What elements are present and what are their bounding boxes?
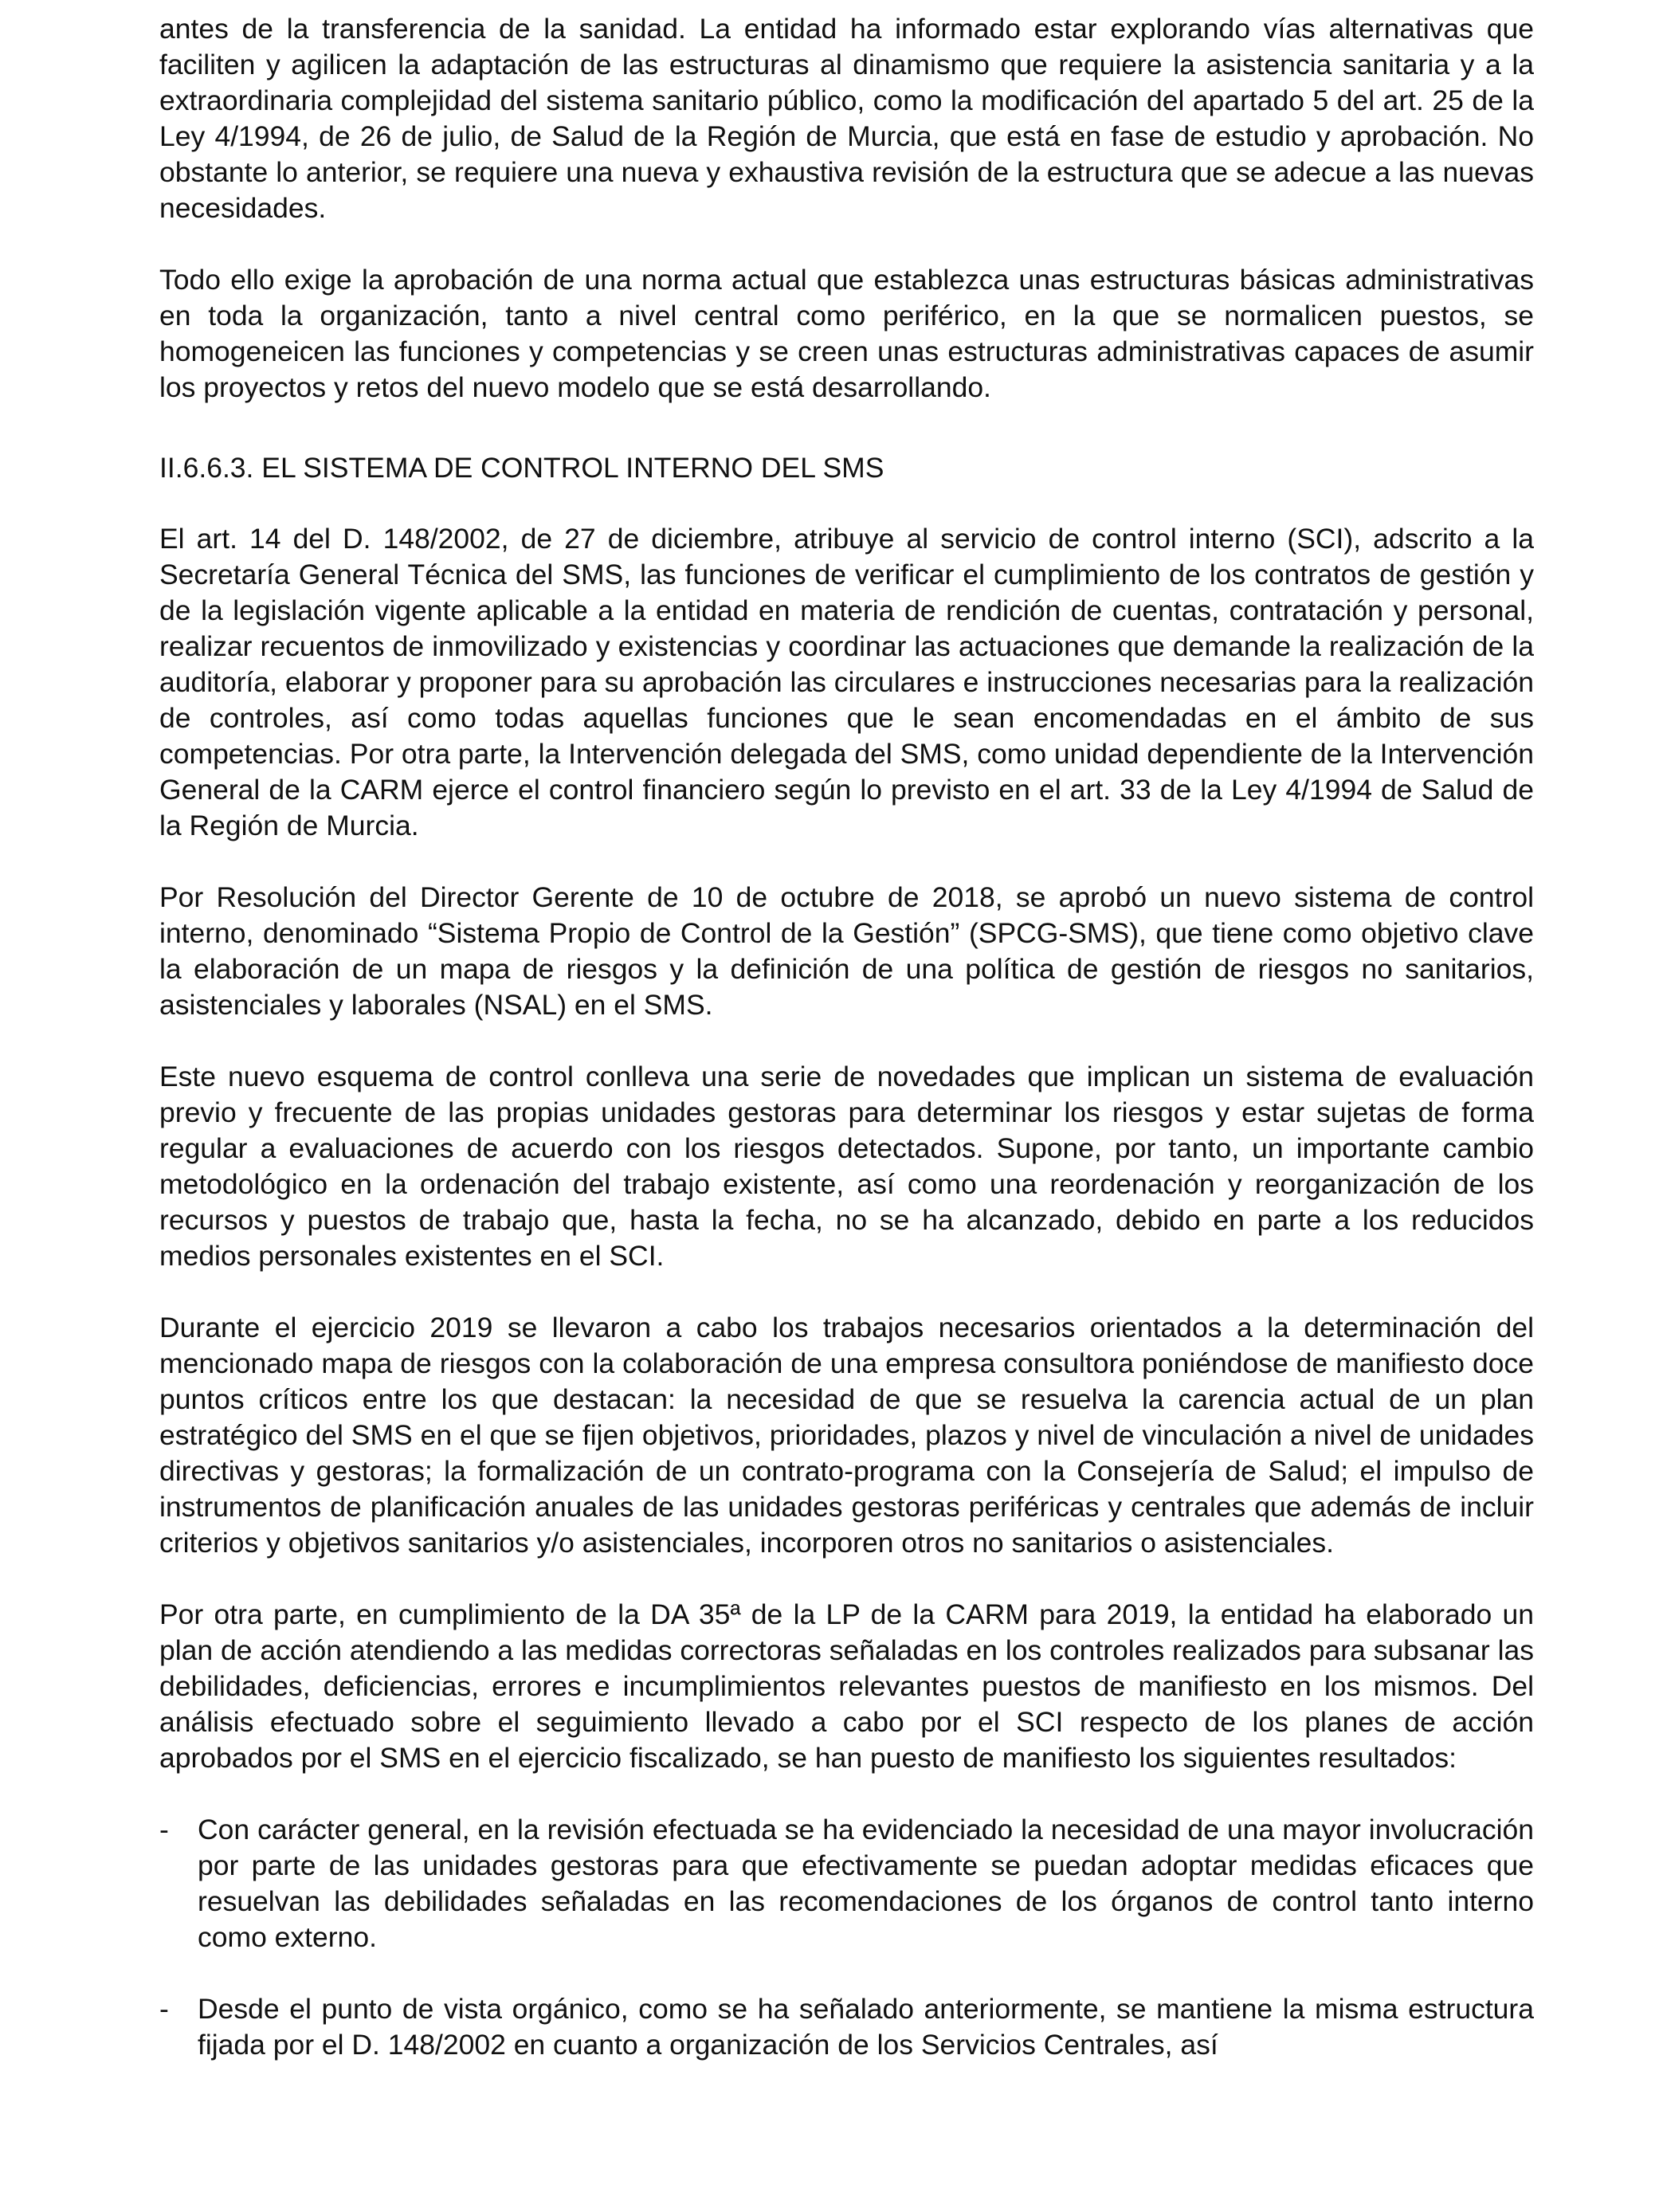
document-page xyxy=(159,11,1534,2099)
section-paragraph-4: Durante el ejercicio 2019 se llevaron a cabo los trabajos necesarios orientados a la determinación del mencionado mapa de riesgos con la colaboración de una empresa consultora poniéndose de manifiesto doce puntos críticos entre los que destacan: la necesidad de que se resuelva la carencia actual de un plan estratégico del SMS en el que se fijen objetivos, prioridades, plazos y nivel de vinculación a nivel de unidades directivas y gestoras; la formalización de un contrato-programa con la Consejería de Salud; el impulso de instrumentos de planificación anuales de las unidades gestoras periféricas y centrales que además de incluir criterios y objetivos sanitarios y/o asistenciales, incorporen otros no sanitarios o asistenciales. xyxy=(159,1312,1534,1559)
section-paragraph-5: Por otra parte, en cumplimiento de la DA 35ª de la LP de la CARM para 2019, la entidad ha elaborado un plan de acción atendiendo a las medidas correctoras señaladas en los controles realizados para subsanar las debilidades, deficiencias, errores e incumplimientos relevantes puestos de manifiesto en los mismos. Del análisis efectuado sobre el seguimiento llevado a cabo por el SCI respecto de los planes de acción aprobados por el SMS en el ejercicio fiscalizado, se han puesto de manifiesto los siguientes resultados: xyxy=(159,1598,1534,1774)
list-item-text: Desde el punto de vista orgánico, como se ha señalado anteriormente, se mantiene la misma estructura fijada por el D. 148/2002 en cuanto a organización de los Servicios Centrales, así xyxy=(198,1993,1534,2061)
list-item xyxy=(159,1812,1534,1955)
bullet-dash-icon: - xyxy=(159,1814,169,1845)
section-heading: II.6.6.3. EL SISTEMA DE CONTROL INTERNO DEL SMS xyxy=(159,452,884,484)
bullet-dash-icon: - xyxy=(159,1993,169,2025)
results-list xyxy=(159,1812,1534,2063)
list-item xyxy=(159,1991,1534,2063)
intro-paragraph-2: Todo ello exige la aprobación de una norma actual que establezca unas estructuras básicas administrativas en toda la organización, tanto a nivel central como periférico, en la que se normalicen puestos, se homogeneicen las funciones y competencias y se creen unas estructuras administrativas capaces de asumir los proyectos y retos del nuevo modelo que se está desarrollando. xyxy=(159,264,1534,403)
section-paragraph-1: El art. 14 del D. 148/2002, de 27 de diciembre, atribuye al servicio de control interno (SCI), adscrito a la Secretaría General Técnica del SMS, las funciones de verificar el cumplimiento de los contratos de gestión y de la legislación vigente aplicable a la entidad en materia de rendición de cuentas, contratación y personal, realizar recuentos de inmovilizado y existencias y coordinar las actuaciones que demande la realización de la auditoría, elaborar y proponer para su aprobación las circulares e instrucciones necesarias para la realización de controles, así como todas aquellas funciones que le sean encomendadas en el ámbito de sus competencias. Por otra parte, la Intervención delegada del SMS, como unidad dependiente de la Intervención General de la CARM ejerce el control financiero según lo previsto en el art. 33 de la Ley 4/1994 de Salud de la Región de Murcia. xyxy=(159,523,1534,841)
section-paragraph-3: Este nuevo esquema de control conlleva una serie de novedades que implican un sistema de evaluación previo y frecuente de las propias unidades gestoras para determinar los riesgos y estar sujetas de forma regular a evaluaciones de acuerdo con los riesgos detectados. Supone, por tanto, un importante cambio metodológico en la ordenación del trabajo existente, así como una reordenación y reorganización de los recursos y puestos de trabajo que, hasta la fecha, no se ha alcanzado, debido en parte a los reducidos medios personales existentes en el SCI. xyxy=(159,1061,1534,1272)
section-paragraph-2: Por Resolución del Director Gerente de 10 de octubre de 2018, se aprobó un nuevo sistema de control interno, denominado “Sistema Propio de Control de la Gestión” (SPCG-SMS), que tiene como objetivo clave la elaboración de un mapa de riesgos y la definición de una política de gestión de riesgos no sanitarios, asistenciales y laborales (NSAL) en el SMS. xyxy=(159,881,1534,1021)
list-item-text: Con carácter general, en la revisión efectuada se ha evidenciado la necesidad de una mayor involucración por parte de las unidades gestoras para que efectivamente se puedan adoptar medidas eficaces que resuelvan las debilidades señaladas en las recomendaciones de los órganos de control tanto interno como externo. xyxy=(198,1814,1534,1953)
intro-paragraph-1: antes de la transferencia de la sanidad. La entidad ha informado estar explorando vías alternativas que faciliten y agilicen la adaptación de las estructuras al dinamismo que requiere la asistencia sanitaria y a la extraordinaria complejidad del sistema sanitario público, como la modificación del apartado 5 del art. 25 de la Ley 4/1994, de 26 de julio, de Salud de la Región de Murcia, que está en fase de estudio y aprobación. No obstante lo anterior, se requiere una nueva y exhaustiva revisión de la estructura que se adecue a las nuevas necesidades. xyxy=(159,13,1534,224)
